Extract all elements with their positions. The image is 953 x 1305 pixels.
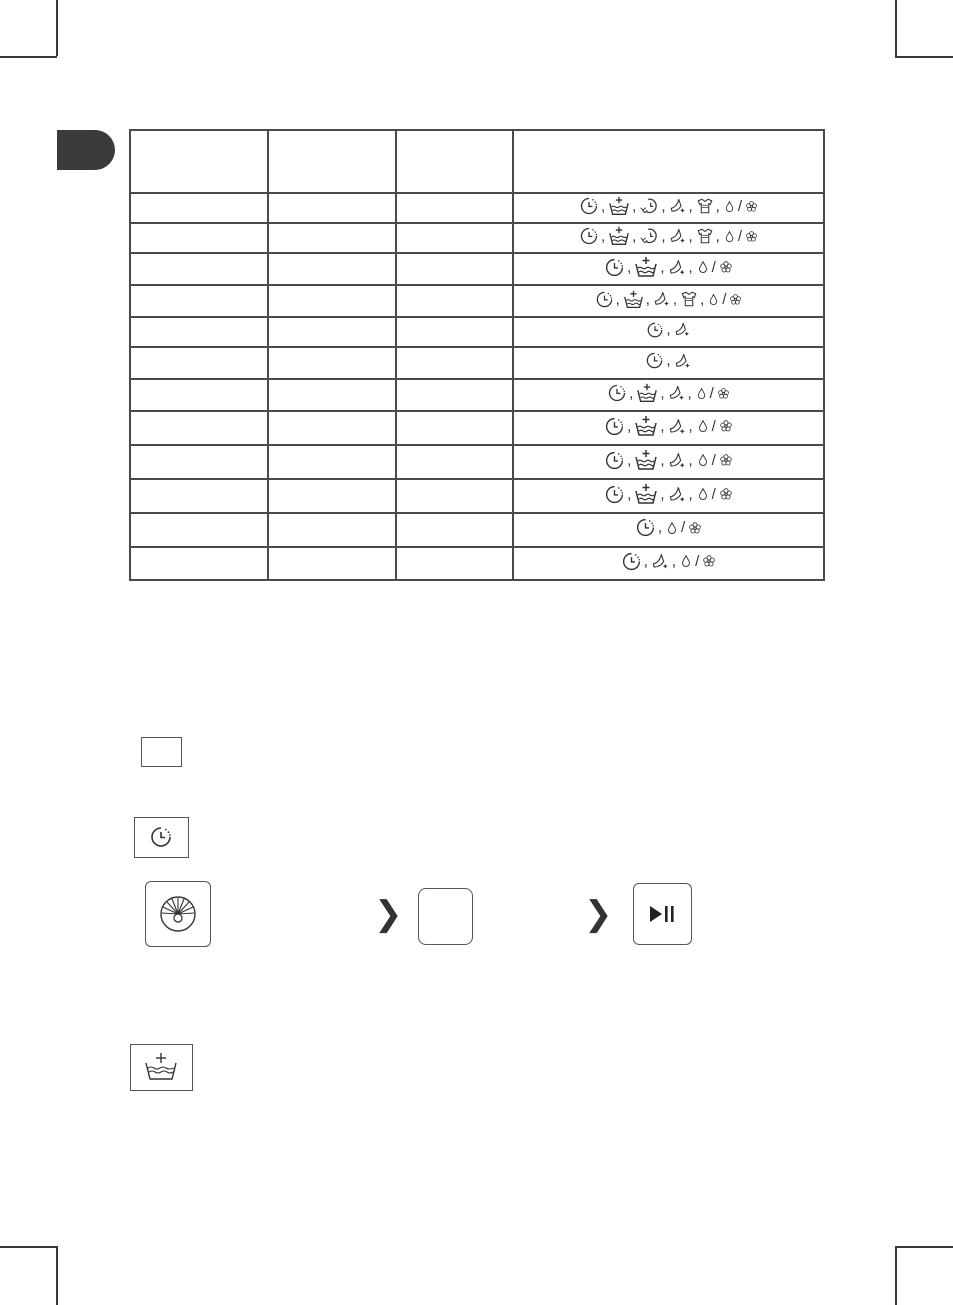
table-row [130, 347, 824, 379]
timer-icon [579, 196, 599, 216]
separator: , [629, 384, 634, 402]
option-icons [579, 225, 758, 247]
table-cell [130, 547, 268, 580]
table-cell [396, 513, 513, 547]
crop-mark [0, 1246, 57, 1248]
shirt-icon [696, 227, 714, 245]
table-cell [130, 379, 268, 411]
separator: , [661, 197, 666, 215]
water-icon [696, 419, 710, 433]
water-icon [665, 521, 679, 535]
flower-icon [719, 260, 733, 274]
separator: , [627, 417, 632, 435]
separator: , [660, 485, 665, 503]
intensive-icon [634, 414, 658, 438]
table-row [130, 193, 824, 223]
separator: , [600, 227, 606, 245]
separator: , [660, 258, 665, 276]
table-cell [396, 479, 513, 513]
flower-icon [729, 293, 742, 306]
table-cell [268, 223, 396, 253]
table-cell [268, 411, 396, 445]
table-row [130, 513, 824, 547]
table-cell [130, 411, 268, 445]
crop-mark [895, 1246, 897, 1305]
intensive-button[interactable] [130, 1044, 193, 1091]
option-icons [645, 351, 691, 370]
flower-icon [717, 387, 730, 400]
table-cell [130, 253, 268, 285]
flower-icon [719, 487, 733, 501]
table-cell [268, 285, 396, 317]
easy-iron-icon [668, 485, 687, 504]
separator: / [711, 258, 716, 276]
easy-iron-icon [668, 258, 687, 277]
timer-icon [645, 351, 664, 370]
separator: , [627, 451, 632, 469]
table-row [130, 317, 824, 347]
crop-mark [56, 1246, 58, 1305]
table-cell [396, 285, 513, 317]
separator: , [688, 451, 693, 469]
table-cell [130, 285, 268, 317]
easy-iron-icon [668, 384, 686, 402]
header-cell [396, 130, 513, 193]
option-icons [595, 289, 743, 310]
table-cell [130, 445, 268, 479]
separator: , [615, 290, 620, 308]
flower-icon [745, 230, 758, 243]
separator: , [660, 417, 665, 435]
separator: / [709, 384, 714, 402]
separator: , [715, 197, 720, 215]
table-cell [268, 379, 396, 411]
header-cell [513, 130, 824, 193]
table-cell [268, 317, 396, 347]
separator: , [688, 227, 693, 245]
option-icons [635, 517, 702, 538]
separator: / [722, 290, 727, 308]
table-cell [130, 513, 268, 547]
table-cell [396, 547, 513, 580]
table-cell [396, 411, 513, 445]
easy-iron-icon [651, 552, 670, 571]
table-row [130, 547, 824, 580]
table-cell [130, 223, 268, 253]
crop-mark [895, 0, 897, 56]
separator: / [681, 519, 686, 536]
separator: , [627, 258, 632, 276]
timer-button[interactable] [134, 817, 189, 858]
separator: , [688, 197, 693, 215]
timer-icon [149, 825, 173, 849]
header-cell [268, 130, 396, 193]
easy-iron-icon [668, 417, 687, 436]
flower-icon [745, 200, 758, 213]
flower-icon [702, 554, 716, 568]
header-cell [130, 130, 268, 193]
easy-iron-icon [674, 321, 691, 338]
option-icons [604, 414, 733, 438]
table-cell [396, 223, 513, 253]
program-dial-button[interactable] [145, 881, 211, 947]
water-icon [707, 293, 720, 306]
play-pause-icon [648, 903, 678, 925]
program-table [129, 129, 825, 581]
option-icons [604, 448, 733, 472]
easy-iron-icon [653, 290, 671, 308]
separator: , [688, 258, 693, 276]
option-icons [579, 195, 758, 217]
separator: , [700, 290, 705, 308]
option-icons [604, 255, 733, 279]
separator: / [695, 552, 700, 570]
intensive-icon [636, 382, 658, 404]
separator: / [711, 485, 716, 503]
water-icon [696, 260, 710, 274]
flower-icon [688, 521, 702, 535]
intensive-icon [608, 225, 630, 247]
separator: , [660, 384, 665, 402]
timer-icon [607, 383, 627, 403]
table-cell [268, 347, 396, 379]
table-header-row [130, 130, 824, 193]
easy-iron-icon [669, 197, 687, 215]
timer-icon [604, 450, 625, 471]
table-row [130, 411, 824, 445]
easy-iron-icon [669, 227, 687, 245]
options-cell [513, 317, 824, 347]
water-icon [696, 487, 710, 501]
prewash-icon [639, 226, 659, 246]
timer-icon [579, 226, 599, 246]
separator: , [666, 352, 671, 369]
prewash-icon [639, 196, 659, 216]
options-cell [513, 193, 824, 223]
separator: , [600, 197, 606, 215]
separator: , [660, 451, 665, 469]
water-icon [679, 554, 693, 568]
options-cell [513, 285, 824, 317]
separator: , [645, 290, 650, 308]
options-cell [513, 347, 824, 379]
table-cell [130, 317, 268, 347]
option-icons [607, 382, 730, 404]
options-cell [513, 253, 824, 285]
separator: , [671, 552, 677, 570]
table-cell [396, 253, 513, 285]
table-cell [130, 479, 268, 513]
options-cell [513, 513, 824, 547]
table-cell [396, 347, 513, 379]
timer-icon [604, 416, 625, 437]
options-cell [513, 411, 824, 445]
table-row [130, 479, 824, 513]
timer-icon [646, 321, 664, 339]
blank-button[interactable] [141, 737, 182, 767]
timer-icon [604, 484, 625, 505]
table-cell [396, 379, 513, 411]
separator: , [627, 485, 632, 503]
table-row [130, 379, 824, 411]
intensive-icon [623, 289, 644, 310]
separator: , [688, 485, 693, 503]
water-icon [723, 230, 736, 243]
table-cell [268, 253, 396, 285]
separator: / [737, 227, 743, 245]
intensive-icon [634, 255, 658, 279]
crop-mark [895, 1246, 953, 1248]
flower-icon [719, 419, 733, 433]
table-cell [268, 193, 396, 223]
table-cell [396, 193, 513, 223]
shirt-icon [680, 290, 698, 308]
table-cell [268, 479, 396, 513]
separator: , [688, 417, 693, 435]
flower-icon [719, 453, 733, 467]
intensive-icon [143, 1051, 179, 1083]
intensive-icon [608, 195, 630, 217]
table-cell [396, 445, 513, 479]
table-row [130, 223, 824, 253]
options-cell [513, 445, 824, 479]
program-dial-icon [158, 894, 198, 934]
intensive-icon [634, 482, 658, 506]
table-cell [130, 193, 268, 223]
option-icons [604, 482, 733, 506]
easy-iron-icon [668, 451, 687, 470]
separator: , [643, 552, 648, 570]
blank-rounded-button[interactable] [418, 888, 473, 945]
easy-iron-icon [674, 352, 692, 370]
timer-icon [635, 517, 656, 538]
timer-icon [595, 290, 614, 309]
shirt-icon [696, 197, 714, 215]
water-icon [723, 200, 736, 213]
separator: , [661, 227, 666, 245]
separator: , [632, 197, 637, 215]
options-cell [513, 479, 824, 513]
table-row [130, 285, 824, 317]
table-row [130, 445, 824, 479]
options-cell [513, 223, 824, 253]
separator: , [657, 519, 662, 536]
timer-icon [621, 551, 642, 572]
table-row [130, 253, 824, 285]
option-icons [621, 551, 717, 572]
play-pause-button[interactable] [633, 883, 692, 945]
table-cell [268, 445, 396, 479]
options-cell [513, 379, 824, 411]
separator: / [737, 197, 743, 215]
separator: , [687, 384, 692, 402]
crop-mark [895, 56, 953, 58]
chevron-right-icon: ❯ [584, 895, 613, 933]
table-cell [268, 547, 396, 580]
separator: , [632, 227, 637, 245]
timer-icon [604, 257, 625, 278]
intensive-icon [634, 448, 658, 472]
table-cell [268, 513, 396, 547]
water-icon [696, 453, 710, 467]
water-icon [695, 387, 708, 400]
options-cell [513, 547, 824, 580]
separator: , [666, 321, 671, 338]
table-cell [130, 347, 268, 379]
chevron-right-icon: ❯ [374, 895, 403, 933]
table-cell [396, 317, 513, 347]
section-tab-marker [57, 130, 115, 170]
crop-mark [56, 0, 58, 56]
separator: , [672, 290, 678, 308]
separator: / [711, 451, 716, 469]
crop-mark [0, 56, 57, 58]
option-icons [646, 321, 690, 339]
separator: , [715, 227, 720, 245]
separator: / [711, 417, 716, 435]
